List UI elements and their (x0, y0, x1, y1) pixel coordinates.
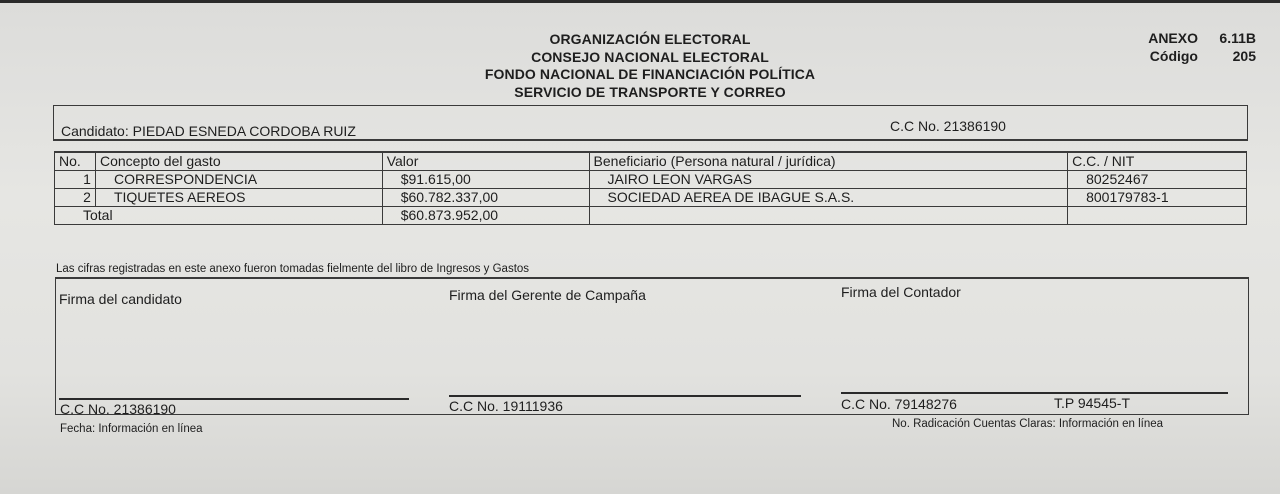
code-label: Código (1149, 48, 1198, 64)
ledger-note: Las cifras registradas en este anexo fueron tomadas fielmente del libro de Ingresos y Gastos (56, 263, 530, 275)
header-organization: ORGANIZACIÓN ELECTORAL (549, 31, 751, 47)
header-fund: FONDO NACIONAL DE FINANCIACIÓN POLÍTICA (484, 66, 816, 82)
annex-label: ANEXO (1148, 30, 1198, 46)
row-nit: 800179783-1 (1068, 189, 1247, 207)
candidate-signature-line (59, 398, 409, 400)
col-header-value: Valor (382, 152, 589, 171)
total-label: Total (55, 207, 383, 225)
candidate-box (53, 105, 1248, 141)
annex-value: 6.11B (1219, 30, 1256, 46)
header-service: SERVICIO DE TRANSPORTE Y CORREO (514, 83, 786, 100)
row-concept: CORRESPONDENCIA (95, 171, 382, 189)
annex-info (1138, 29, 1256, 65)
candidate-cc: C.C No. 21386190 (890, 118, 1006, 134)
accountant-signature-title: Firma del Contador (841, 284, 961, 300)
signatures-box (55, 277, 1249, 415)
col-header-no: No. (55, 152, 96, 171)
table-total-row (55, 207, 1247, 225)
header-council: CONSEJO NACIONAL ELECTORAL (531, 48, 769, 65)
col-header-concept: Concepto del gasto (95, 152, 382, 171)
row-beneficiary: SOCIEDAD AEREA DE IBAGUE S.A.S. (589, 189, 1068, 207)
row-beneficiary: JAIRO LEON VARGAS (589, 171, 1068, 189)
accountant-tp: T.P 94545-T (1054, 395, 1131, 411)
manager-signature-title: Firma del Gerente de Campaña (449, 287, 646, 303)
filing-number-footer: No. Radicación Cuentas Claras: Información en línea (892, 418, 1164, 430)
candidate-signature-title: Firma del candidato (59, 291, 182, 307)
row-number: 2 (55, 189, 96, 207)
page-top-edge (0, 0, 1280, 3)
expenses-table (54, 151, 1247, 225)
table-row (55, 189, 1247, 207)
col-header-nit: C.C. / NIT (1068, 152, 1247, 171)
row-nit: 80252467 (1068, 171, 1247, 189)
accountant-signature-cc: C.C No. 79148276 (841, 396, 957, 412)
total-nit-empty (1068, 207, 1247, 225)
candidate-signature-cc: C.C No. 21386190 (60, 401, 176, 417)
code-value: 205 (1232, 48, 1256, 64)
accountant-signature-line (841, 392, 1228, 394)
total-value: $60.873.952,00 (382, 207, 589, 225)
table-row (55, 171, 1247, 189)
table-header-row (55, 152, 1247, 171)
col-header-beneficiary: Beneficiario (Persona natural / jurídica) (589, 152, 1068, 171)
manager-signature-cc: C.C No. 19111936 (449, 398, 563, 414)
row-value: $60.782.337,00 (382, 189, 589, 207)
total-beneficiary-empty (589, 207, 1068, 225)
row-value: $91.615,00 (382, 171, 589, 189)
manager-signature-line (449, 395, 801, 397)
candidate-name: Candidato: PIEDAD ESNEDA CORDOBA RUIZ (61, 123, 356, 139)
document-header (440, 31, 860, 101)
date-footer: Fecha: Información en línea (60, 423, 203, 435)
row-number: 1 (55, 171, 96, 189)
row-concept: TIQUETES AEREOS (95, 189, 382, 207)
